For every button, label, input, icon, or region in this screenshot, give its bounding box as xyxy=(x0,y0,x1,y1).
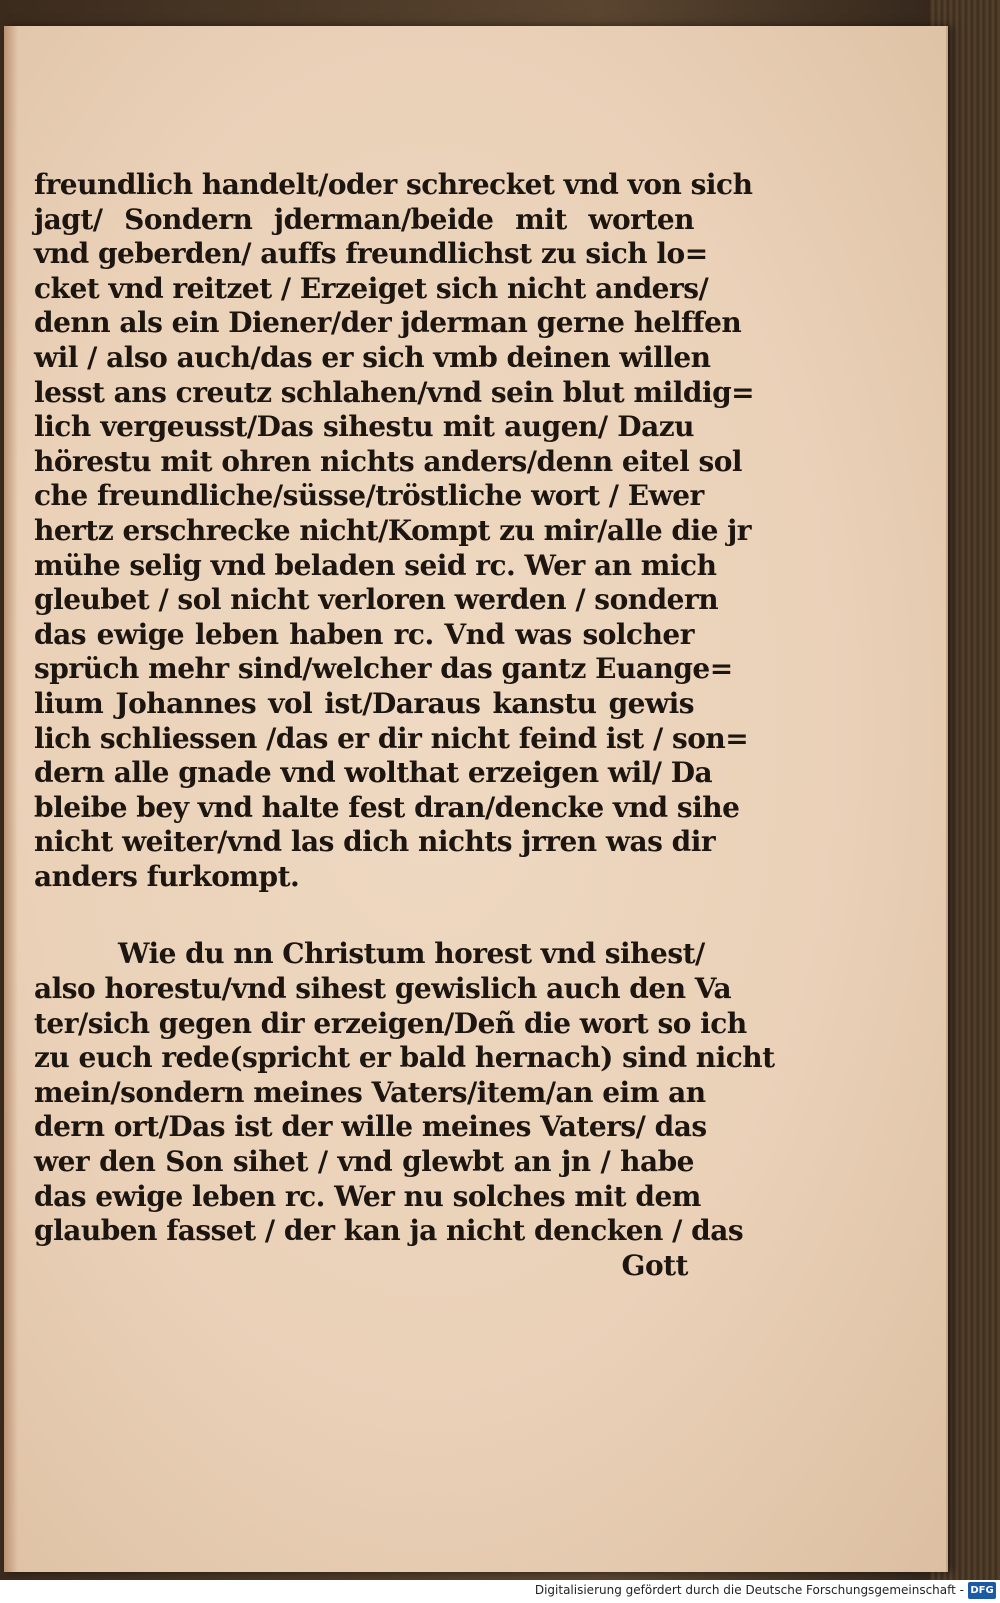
text-line: wil / also auch/das er sich vmb deinen willen xyxy=(34,340,711,374)
text-line: lesst ans creutz schlahen/vnd sein blut mildig= xyxy=(34,375,755,409)
text-line: mühe selig vnd beladen seid rc. Wer an mich xyxy=(34,548,717,582)
catchword: Gott xyxy=(621,1248,688,1282)
paragraph-2 xyxy=(34,937,775,1248)
text-line: cket vnd reitzet / Erzeiget sich nicht anders/ xyxy=(34,271,709,305)
text-line: gleubet / sol nicht verloren werden / sondern xyxy=(34,583,719,617)
gutter-shadow xyxy=(4,26,18,1572)
text-line: che freundliche/süsse/tröstliche wort / Ewer xyxy=(34,479,704,513)
text-line: also horestu/vnd sihest gewislich auch den Va xyxy=(34,972,732,1006)
text-line: Wie du nn Christum horest vnd sihest/ xyxy=(118,937,705,971)
text-line: wer den Son sihet / vnd glewbt an jn / habe xyxy=(34,1145,694,1179)
paragraph-spacer xyxy=(34,894,694,937)
text-line: lium Johannes vol ist/Daraus kanstu gewis xyxy=(34,686,694,720)
text-block xyxy=(34,168,775,1283)
text-line: zu euch rede(spricht er bald hernach) sind nicht xyxy=(34,1041,775,1075)
paragraph-1 xyxy=(34,168,755,894)
text-line: glauben fasset / der kan ja nicht dencken / das xyxy=(34,1214,744,1248)
text-line: dern alle gnade vnd wolthat erzeigen wil/ Da xyxy=(34,756,713,790)
text-line: hörestu mit ohren nichts anders/denn eitel sol xyxy=(34,444,743,478)
dfg-logo: DFG xyxy=(968,1582,996,1599)
text-line: ter/sich gegen dir erzeigen/Deñ die wort so ich xyxy=(34,1006,747,1040)
text-line: lich vergeusst/Das sihestu mit augen/ Dazu xyxy=(34,410,694,444)
text-line: denn als ein Diener/der jderman gerne helffen xyxy=(34,306,742,340)
footer-credit: Digitalisierung gefördert durch die Deutsche Forschungsgemeinschaft - xyxy=(534,1583,964,1597)
text-line: das ewige leben rc. Wer nu solches mit dem xyxy=(34,1179,701,1213)
text-line: mein/sondern meines Vaters/item/an eim an xyxy=(34,1075,706,1109)
text-line: sprüch mehr sind/welcher das gantz Euange= xyxy=(34,652,733,686)
book-page xyxy=(4,26,948,1572)
text-line: nicht weiter/vnd las dich nichts jrren was dir xyxy=(34,825,716,859)
text-line: bleibe bey vnd halte fest dran/dencke vnd sihe xyxy=(34,790,740,824)
text-line: hertz erschrecke nicht/Kompt zu mir/alle die jr xyxy=(34,513,752,547)
text-line: das ewige leben haben rc. Vnd was solcher xyxy=(34,617,694,651)
text-line: dern ort/Das ist der wille meines Vaters/ das xyxy=(34,1110,707,1144)
footer-bar xyxy=(0,1580,1000,1603)
text-line: jagt/ Sondern jderman/beide mit worten xyxy=(34,202,694,236)
text-line: lich schliessen /das er dir nicht feind ist / son= xyxy=(34,721,749,755)
text-line: freundlich handelt/oder schrecket vnd von sich xyxy=(34,168,753,201)
text-line: vnd geberden/ auffs freundlichst zu sich lo= xyxy=(34,237,708,271)
text-line: anders furkompt. xyxy=(34,859,300,893)
